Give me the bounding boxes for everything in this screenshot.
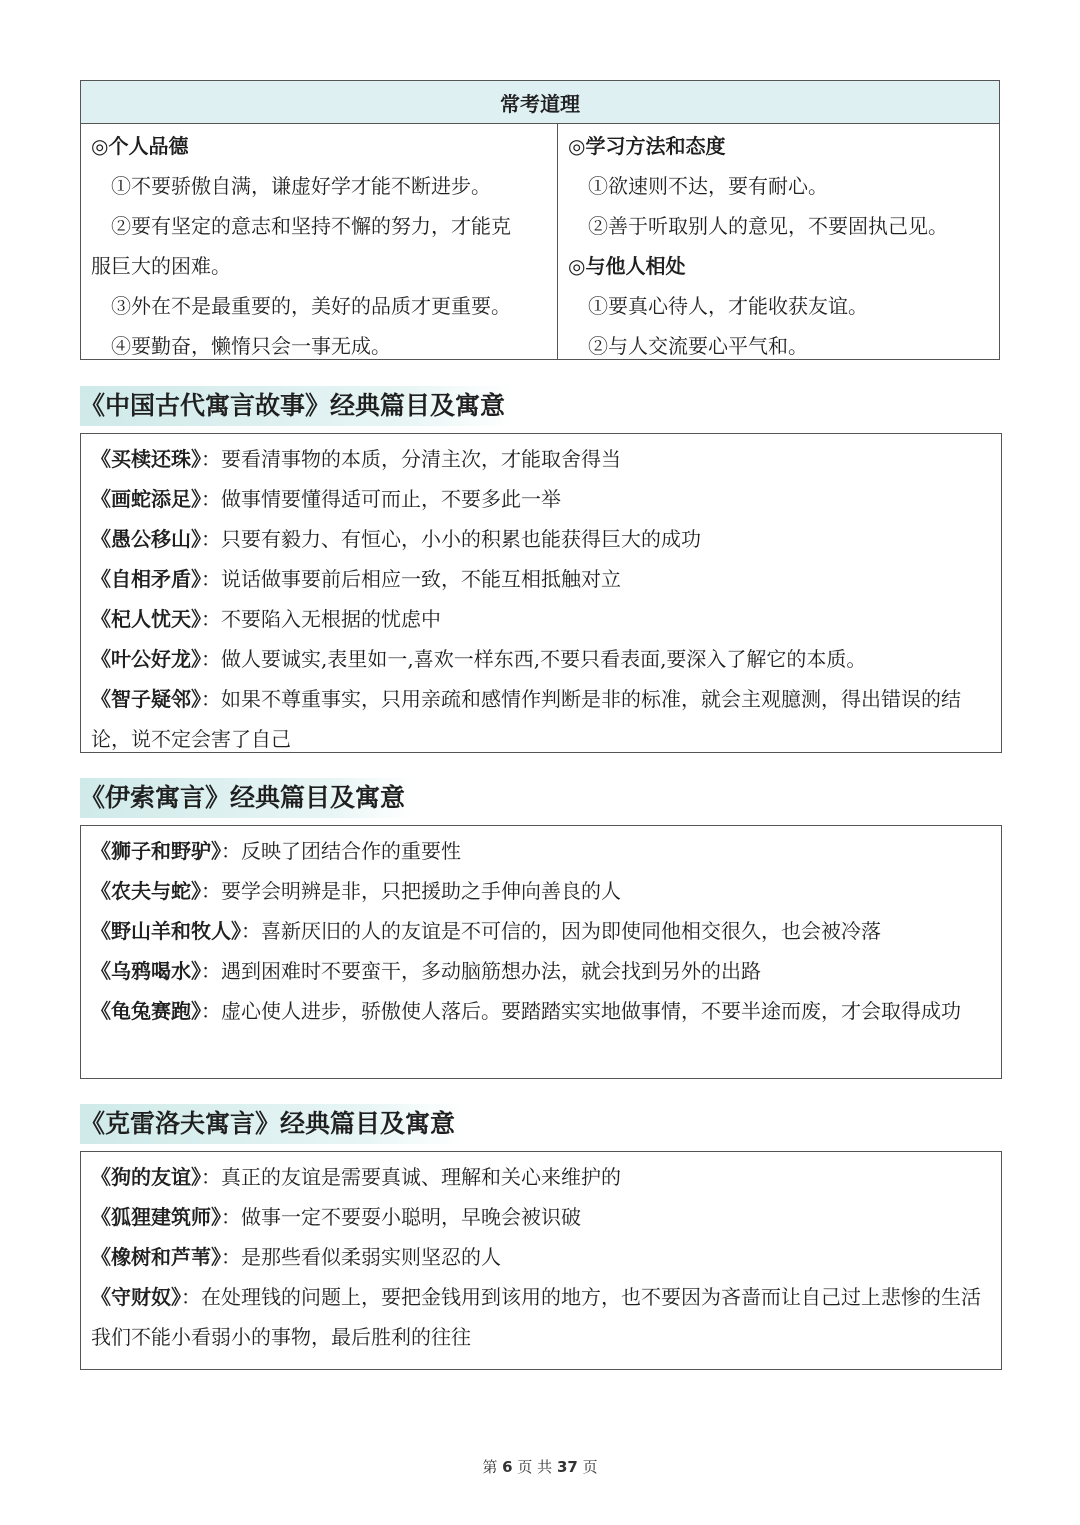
- current-page: 6: [502, 1458, 513, 1476]
- fable-title: 《叶公好龙》: [91, 647, 201, 671]
- principle-item: ①要真心待人，才能收获友谊。: [588, 294, 868, 318]
- fable-moral: ：是那些看似柔弱实则坚忍的人: [221, 1245, 501, 1269]
- study-and-relations-column: [558, 124, 999, 359]
- page-number-middle: 页 共: [517, 1458, 553, 1476]
- fable-moral: ：在处理钱的问题上，要把金钱用到该用的地方，也不要因为吝啬而让自己过上悲惨的生活我们不能小看弱小的事物，最后胜利的往往: [91, 1285, 981, 1349]
- fable-title: 《买椟还珠》: [91, 447, 201, 471]
- section-title-chinese-fables: 《中国古代寓言故事》经典篇目及寓意: [80, 386, 513, 426]
- fable-moral: ：做事情要懂得适可而止，不要多此一举: [201, 487, 561, 511]
- page-number-suffix: 页: [582, 1458, 598, 1476]
- total-pages: 37: [556, 1458, 578, 1476]
- fable-moral: ：虚心使人进步，骄傲使人落后。要踏踏实实地做事情，不要半途而废，才会取得成功: [201, 999, 961, 1023]
- fable-moral: ：真正的友谊是需要真诚、理解和关心来维护的: [201, 1165, 621, 1189]
- section-title-aesop-fables: 《伊索寓言》经典篇目及寓意: [80, 778, 413, 818]
- fable-entry: [91, 1237, 991, 1277]
- fable-title: 《狐狸建筑师》: [91, 1205, 221, 1229]
- fable-entry: [91, 1197, 991, 1237]
- principles-table-header: 常考道理: [81, 81, 999, 124]
- fable-entry: [91, 519, 991, 559]
- fable-entry: [91, 831, 991, 871]
- section-title-krylov-fables: 《克雷洛夫寓言》经典篇目及寓意: [80, 1104, 463, 1144]
- aesop-fables-box: [80, 825, 1002, 1079]
- principle-item: ②与人交流要心平气和。: [588, 334, 808, 358]
- fable-entry: [91, 1277, 991, 1357]
- fable-entry: [91, 479, 991, 519]
- fable-title: 《橡树和芦苇》: [91, 1245, 221, 1269]
- principle-item: ②善于听取别人的意见，不要固执己见。: [588, 214, 948, 238]
- fable-title: 《龟兔赛跑》: [91, 999, 201, 1023]
- fable-title: 《农夫与蛇》: [91, 879, 201, 903]
- fable-entry: [91, 991, 991, 1031]
- fable-entry: [91, 599, 991, 639]
- category-personal-character: ◎个人品德: [91, 134, 189, 158]
- fable-moral: ：要看清事物的本质，分清主次，才能取舍得当: [201, 447, 621, 471]
- fable-moral: ：做人要诚实,表里如一,喜欢一样东西,不要只看表面,要深入了解它的本质。: [201, 647, 867, 671]
- personal-character-column: [81, 124, 558, 359]
- principle-item: ④要勤奋，懒惰只会一事无成。: [111, 334, 391, 358]
- principle-item: ③外在不是最重要的，美好的品质才更重要。: [111, 294, 511, 318]
- fable-title: 《愚公移山》: [91, 527, 201, 551]
- fable-moral: ：说话做事要前后相应一致，不能互相抵触对立: [201, 567, 621, 591]
- fable-title: 《画蛇添足》: [91, 487, 201, 511]
- fable-moral: ：反映了团结合作的重要性: [221, 839, 461, 863]
- fable-title: 《狮子和野驴》: [91, 839, 221, 863]
- krylov-fables-box: [80, 1151, 1002, 1370]
- principle-item: ①不要骄傲自满，谦虚好学才能不断进步。: [111, 174, 491, 198]
- page-number-prefix: 第: [482, 1458, 498, 1476]
- fable-entry: [91, 439, 991, 479]
- fable-moral: ：遇到困难时不要蛮干，多动脑筋想办法，就会找到另外的出路: [201, 959, 761, 983]
- chinese-fables-box: [80, 433, 1002, 753]
- principles-table-body: [81, 124, 999, 359]
- fable-moral: ：如果不尊重事实，只用亲疏和感情作判断是非的标准，就会主观臆测，得出错误的结论，说不定会害了自己: [91, 687, 961, 751]
- fable-title: 《守财奴》: [91, 1285, 181, 1309]
- fable-moral: ：喜新厌旧的人的友谊是不可信的，因为即使同他相交很久，也会被冷落: [241, 919, 881, 943]
- category-study-method: ◎学习方法和态度: [568, 134, 726, 158]
- category-getting-along: ◎与他人相处: [568, 254, 686, 278]
- fable-title: 《狗的友谊》: [91, 1165, 201, 1189]
- fable-entry: [91, 639, 991, 679]
- principle-item-continuation: 服巨大的困难。: [91, 254, 231, 278]
- fable-entry: [91, 871, 991, 911]
- principles-table: [80, 80, 1000, 360]
- principle-item: ①欲速则不达，要有耐心。: [588, 174, 828, 198]
- page-number: [0, 1456, 1080, 1477]
- fable-entry: [91, 911, 991, 951]
- fable-title: 《野山羊和牧人》: [91, 919, 241, 943]
- fable-entry: [91, 951, 991, 991]
- fable-title: 《杞人忧天》: [91, 607, 201, 631]
- fable-entry: [91, 1157, 991, 1197]
- principle-item: ②要有坚定的意志和坚持不懈的努力，才能克: [111, 214, 511, 238]
- fable-title: 《自相矛盾》: [91, 567, 201, 591]
- fable-entry: [91, 679, 991, 759]
- fable-title: 《乌鸦喝水》: [91, 959, 201, 983]
- fable-moral: ：只要有毅力、有恒心，小小的积累也能获得巨大的成功: [201, 527, 701, 551]
- fable-moral: ：做事一定不要耍小聪明，早晚会被识破: [221, 1205, 581, 1229]
- fable-title: 《智子疑邻》: [91, 687, 201, 711]
- fable-entry: [91, 559, 991, 599]
- fable-moral: ：要学会明辨是非，只把援助之手伸向善良的人: [201, 879, 621, 903]
- fable-moral: ：不要陷入无根据的忧虑中: [201, 607, 441, 631]
